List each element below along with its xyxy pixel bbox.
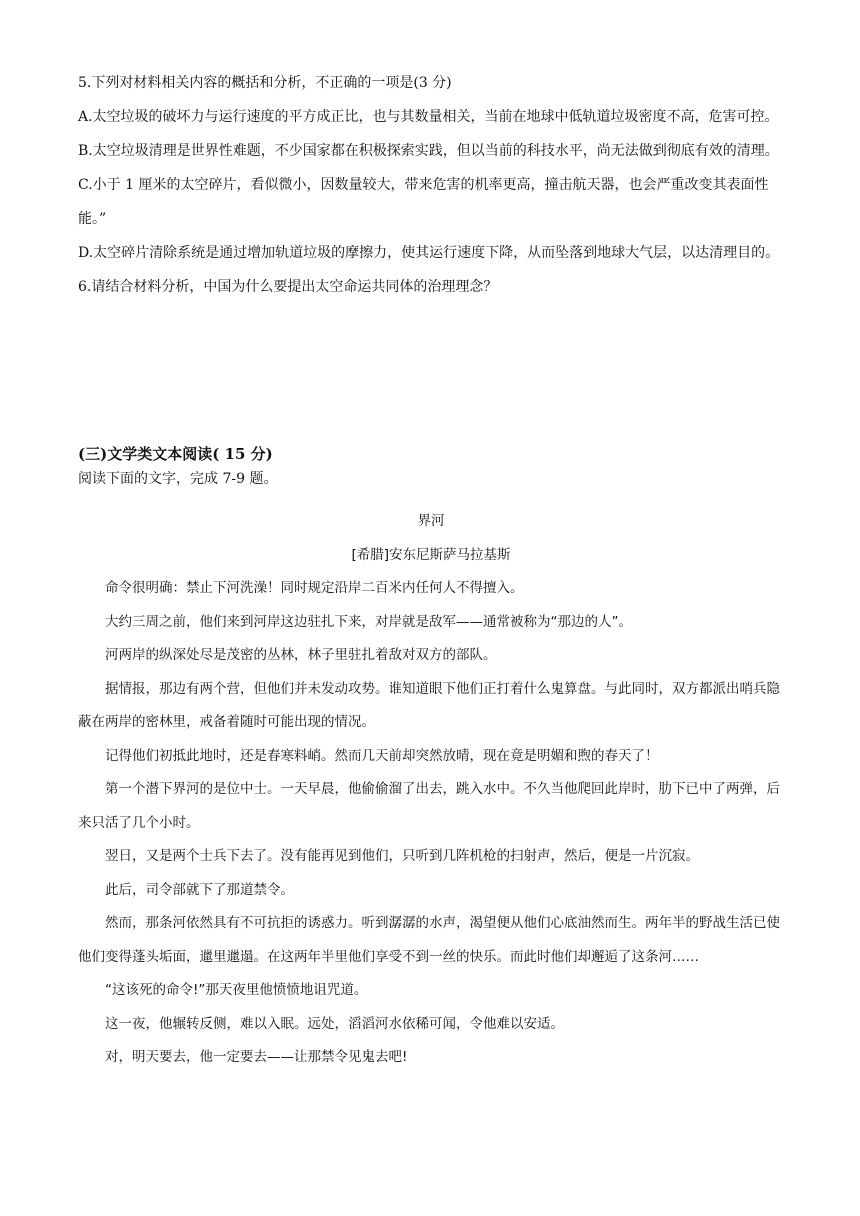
story-paragraph: 记得他们初抵此地时，还是春寒料峭。然而几天前却突然放晴，现在竟是明媚和煦的春天了！ xyxy=(105,747,659,764)
story-paragraph: 河两岸的纵深处尽是茂密的丛林，林子里驻扎着敌对双方的部队。 xyxy=(105,647,497,663)
story-paragraph: 据情报，那边有两个营，但他们并未发动攻势。谁知道眼下他们正打着什么鬼算盘。与此同时，双方都派出哨兵隐蔽在两岸的密林里，戒备着随时可能出现的情况。 xyxy=(78,680,780,730)
story xyxy=(78,505,784,1075)
story-paragraph: 大约三周之前，他们来到河岸这边驻扎下来，对岸就是敌军——通常被称为“那边的人”。 xyxy=(105,613,632,630)
story-paragraph: 然而，那条河依然具有不可抗拒的诱惑力。听到潺潺的水声，渴望便从他们心底油然而生。两年半的野战生活已使他们变得蓬头垢面，邋里邋遢。在这两年半里他们享受不到一丝的快乐。而此时他们却邂逅了这条河…… xyxy=(78,915,780,965)
section-title: (三)文学类文本阅读( 15 分) xyxy=(78,445,273,463)
question-5-option-c: C.小于 1 厘米的太空碎片，看似微小，因数量较大，带来危害的机率更高，撞击航天器，也会严重改变其表面性能。” xyxy=(78,177,769,227)
story-paragraph: 对，明天要去，他一定要去——让那禁令见鬼去吧! xyxy=(105,1049,408,1065)
section-instruction: 阅读下面的文字，完成 7-9 题。 xyxy=(78,471,278,487)
story-paragraph: 第一个潜下界河的是位中士。一天早晨，他偷偷溜了出去，跳入水中。不久当他爬回此岸时，肋下已中了两弹，后来只活了几个小时。 xyxy=(78,781,780,831)
section-header xyxy=(78,442,784,492)
question-6: 6.请结合材料分析，中国为什么要提出太空命运共同体的治理理念？ xyxy=(78,279,498,295)
question-5-option-a: A.太空垃圾的破坏力与运行速度的平方成正比，也与其数量相关，当前在地球中低轨道垃圾密度不高，危害可控。 xyxy=(78,109,779,125)
question-5 xyxy=(78,66,784,304)
question-5-option-b: B.太空垃圾清理是世界性难题，不少国家都在积极探索实践，但以当前的科技水平，尚无法做到彻底有效的清理。 xyxy=(78,143,779,159)
story-paragraph: 翌日，又是两个士兵下去了。没有能再见到他们，只听到几阵机枪的扫射声，然后，便是一片沉寂。 xyxy=(105,848,699,864)
story-paragraph: 命令很明确：禁止下河洗澡！同时规定沿岸二百米内任何人不得擅入。 xyxy=(105,580,524,596)
story-title: 界河 xyxy=(417,513,445,529)
question-5-option-d: D.太空碎片清除系统是通过增加轨道垃圾的摩擦力，使其运行速度下降，从而坠落到地球大气层，以达清理目的。 xyxy=(78,245,780,261)
story-paragraph: 这一夜，他辗转反侧，难以入眠。远处，滔滔河水依稀可闻，令他难以安适。 xyxy=(105,1015,564,1032)
question-5-stem: 5.下列对材料相关内容的概括和分析，不正确的一项是(3 分) xyxy=(78,75,452,91)
story-paragraph: “这该死的命令!”那天夜里他愤愤地诅咒道。 xyxy=(105,982,368,998)
story-paragraph: 此后，司令部就下了那道禁令。 xyxy=(105,881,294,898)
story-author: [希腊]安东尼斯萨马拉基斯 xyxy=(351,546,511,563)
